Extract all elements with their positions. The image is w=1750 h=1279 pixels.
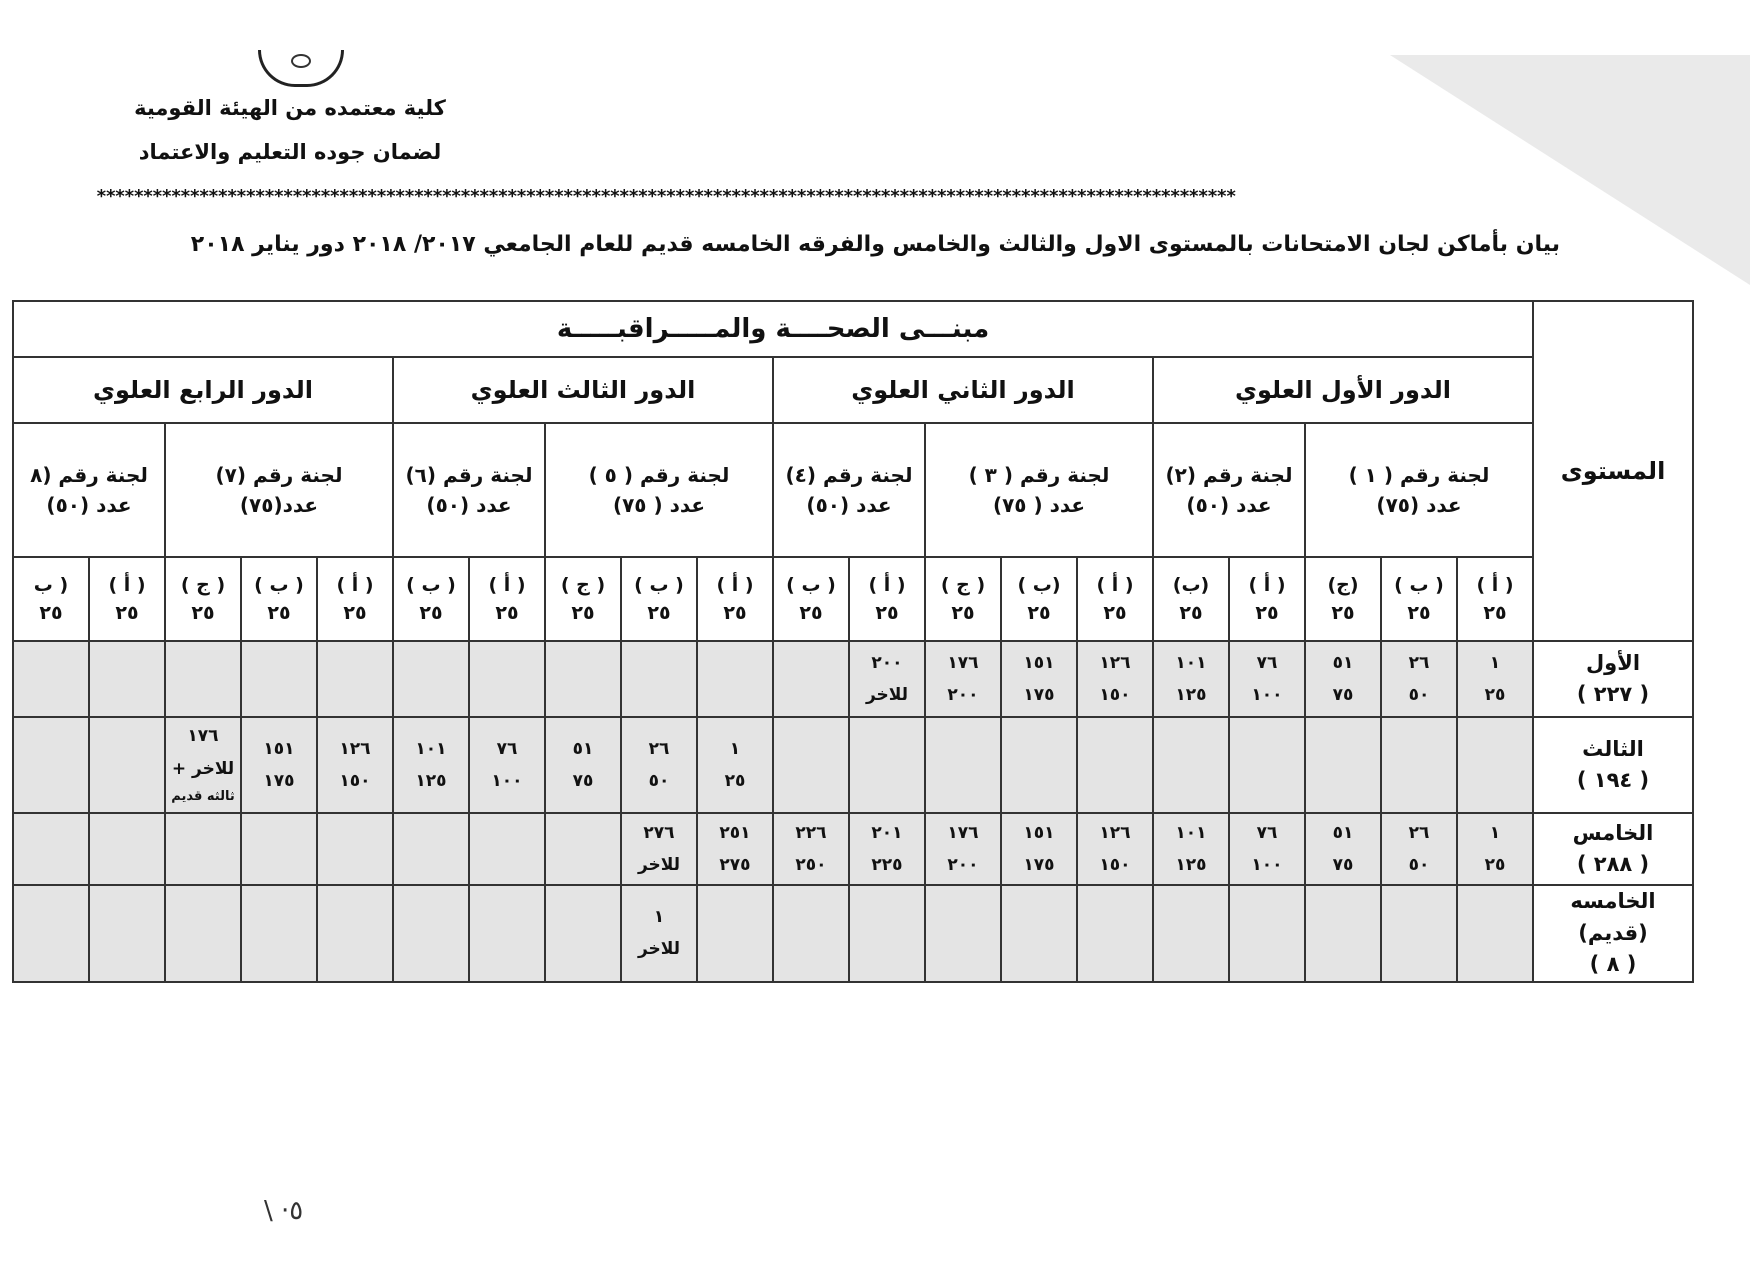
table-row: [13, 885, 1693, 982]
seat-range-cell: [13, 885, 89, 982]
range-to: ٥٠: [648, 771, 670, 791]
seat-range-cell: [621, 885, 697, 982]
seat-range-cell: [469, 717, 545, 813]
committee-name: لجنة رقم (٤): [785, 463, 913, 487]
section-header: [621, 557, 697, 641]
seat-range-cell: [1457, 641, 1533, 717]
range-from: ٧٦: [1256, 822, 1278, 843]
faculty-seal-logo: [258, 50, 344, 87]
committee-header: [1153, 423, 1305, 557]
seat-range-cell: [1381, 717, 1457, 813]
committee-header: [925, 423, 1153, 557]
seat-range-cell: [1001, 885, 1077, 982]
seat-range-cell: [545, 641, 621, 717]
seat-range-cell: [241, 813, 317, 885]
committee-name: لجنة رقم (٧): [215, 463, 343, 487]
floor-header: الدور الأول العلوي: [1153, 357, 1533, 423]
range-to: ١٥٠: [1099, 685, 1131, 705]
range-to: ١٥٠: [339, 771, 371, 791]
table-row: [13, 717, 1693, 813]
seat-range-cell: [1077, 641, 1153, 717]
section-label: ( ج ): [560, 573, 606, 596]
seat-range-cell: [317, 813, 393, 885]
seat-range-cell: [1001, 717, 1077, 813]
seat-range-cell: [925, 813, 1001, 885]
level-cell: [1533, 813, 1693, 885]
accreditation-line-2: لضمان جوده التعليم والاعتماد: [138, 140, 442, 164]
seat-range-cell: [165, 641, 241, 717]
range-to: ٢٥: [1484, 855, 1506, 875]
seat-range-cell: [1153, 641, 1229, 717]
level-name: الخامس: [1572, 820, 1654, 845]
range-from: ٥١: [572, 738, 594, 759]
committee-header: [545, 423, 773, 557]
section-label: ( ب ): [406, 573, 456, 596]
section-label: ( أ ): [1096, 573, 1134, 596]
seat-range-cell: [469, 885, 545, 982]
committee-count: عدد (٥٠): [806, 493, 892, 517]
seat-range-cell: [697, 885, 773, 982]
range-to: ١٥٠: [1099, 855, 1131, 875]
seat-range-cell: [165, 885, 241, 982]
section-label: ( ب ): [786, 573, 836, 596]
seat-range-cell: [849, 885, 925, 982]
seat-range-cell: [165, 717, 241, 813]
range-to: ٢٥٠: [795, 855, 827, 875]
section-label: ( أ ): [1248, 573, 1286, 596]
building-header: مبنـــى الصحــــة والمـــــراقبـــــة: [13, 301, 1533, 357]
section-header: [1229, 557, 1305, 641]
seat-range-cell: [1457, 717, 1533, 813]
seat-range-cell: [13, 813, 89, 885]
seat-range-cell: [773, 641, 849, 717]
committee-header: [393, 423, 545, 557]
range-from: ٢٥١: [719, 822, 751, 843]
section-label: (ب ): [1017, 573, 1061, 596]
range-to: للاخر: [637, 939, 681, 960]
range-from: ٧٦: [496, 738, 518, 759]
section-size: ٢٥: [1179, 602, 1203, 624]
floor-header: الدور الثاني العلوي: [773, 357, 1153, 423]
committee-header: [165, 423, 393, 557]
star-separator: **************************************************************************************************************************: [96, 186, 1236, 207]
section-label: ( ب ): [254, 573, 304, 596]
seat-range-cell: [1153, 885, 1229, 982]
range-from: ١٢٦: [339, 738, 371, 759]
seat-range-cell: [317, 641, 393, 717]
level-name: الثالث: [1582, 736, 1644, 761]
section-size: ٢٥: [191, 602, 215, 624]
section-label: ( أ ): [108, 573, 146, 596]
section-header: [165, 557, 241, 641]
section-header: [545, 557, 621, 641]
committee-header: [773, 423, 925, 557]
committee-name: لجنة رقم (٢): [1165, 463, 1293, 487]
range-to: ١٧٥: [1023, 855, 1055, 875]
committee-count: عدد ( ٧٥): [992, 493, 1086, 517]
committee-count: عدد (٥٠): [1186, 493, 1272, 517]
section-size: ٢٥: [1103, 602, 1127, 624]
committee-name: لجنة رقم (٦): [405, 463, 533, 487]
section-header: [773, 557, 849, 641]
seat-range-cell: [1457, 813, 1533, 885]
cell-note: ثالثه قديم: [171, 788, 235, 804]
section-header: [1153, 557, 1229, 641]
section-size: ٢٥: [951, 602, 975, 624]
seat-range-cell: [317, 717, 393, 813]
seat-range-cell: [545, 885, 621, 982]
seat-range-cell: [1077, 813, 1153, 885]
section-size: ٢٥: [799, 602, 823, 624]
range-to: للاخر: [637, 855, 681, 875]
committee-count: عدد(٧٥): [239, 493, 319, 517]
range-from: ٢٢٦: [795, 822, 827, 843]
committee-name: لجنة رقم ( ٥ ): [588, 463, 730, 487]
seat-range-cell: [317, 885, 393, 982]
section-header: [1077, 557, 1153, 641]
section-header: [1001, 557, 1077, 641]
seat-range-cell: [89, 717, 165, 813]
range-from: ٢٦: [1408, 652, 1430, 673]
level-cell: [1533, 717, 1693, 813]
seat-range-cell: [925, 641, 1001, 717]
section-size: ٢٥: [875, 602, 899, 624]
range-to: ١٢٥: [1175, 685, 1207, 705]
seat-range-cell: [545, 717, 621, 813]
section-size: ٢٥: [115, 602, 139, 624]
range-to: ١٠٠: [1251, 685, 1283, 705]
range-to: ٢٢٥: [871, 855, 903, 875]
section-size: ٢٥: [267, 602, 291, 624]
seat-range-cell: [1229, 641, 1305, 717]
table-row: [13, 813, 1693, 885]
seat-range-cell: [241, 641, 317, 717]
range-from: ١: [729, 738, 741, 759]
range-from: ١٢٦: [1099, 822, 1131, 843]
range-to: ٢٧٥: [719, 855, 751, 875]
range-from: ٢٠٠: [871, 652, 903, 673]
range-from: ١٢٦: [1099, 652, 1131, 673]
range-to: ٥٠: [1408, 685, 1430, 705]
range-to: ٧٥: [1332, 685, 1354, 705]
section-size: ٢٥: [571, 602, 595, 624]
seat-range-cell: [165, 813, 241, 885]
section-header: [317, 557, 393, 641]
seat-range-cell: [1229, 885, 1305, 982]
section-header: [13, 557, 89, 641]
seat-range-cell: [241, 717, 317, 813]
level-cell: [1533, 641, 1693, 717]
seat-range-cell: [1305, 813, 1381, 885]
document-title: بيان بأماكن لجان الامتحانات بالمستوى الاول والثالث والخامس والفرقه الخامسه قديم للعام الجامعي ٢٠١٧/ ٢٠١٨ دور يناير ٢٠١٨: [190, 232, 1560, 257]
range-from: ١٧٦: [947, 822, 979, 843]
seat-range-cell: [1001, 641, 1077, 717]
exam-committees-table: [12, 300, 1694, 983]
range-from: ٥١: [1332, 822, 1354, 843]
range-from: ٢٧٦: [643, 822, 675, 843]
section-size: ٢٥: [495, 602, 519, 624]
section-header: [697, 557, 773, 641]
section-header: [925, 557, 1001, 641]
range-from: ١٧٦: [187, 726, 219, 747]
range-from: ١٠١: [1175, 652, 1207, 673]
seat-range-cell: [469, 641, 545, 717]
section-size: ٢٥: [1027, 602, 1051, 624]
section-size: ٢٥: [723, 602, 747, 624]
range-to: ٢٥: [1484, 685, 1506, 705]
seat-range-cell: [621, 641, 697, 717]
level-total: ( ٢٨٨ ): [1576, 852, 1650, 876]
range-from: ١٥١: [1023, 822, 1055, 843]
seat-range-cell: [925, 717, 1001, 813]
seat-range-cell: [1229, 717, 1305, 813]
level-cell: [1533, 885, 1693, 982]
range-to: ٢٠٠: [947, 685, 979, 705]
section-label: ( أ ): [1476, 573, 1514, 596]
committee-name: لجنة رقم ( ٣ ): [968, 463, 1110, 487]
range-from: ٢٦: [1408, 822, 1430, 843]
section-size: ٢٥: [647, 602, 671, 624]
level-name: الخامسه (قديم): [1570, 889, 1656, 945]
seat-range-cell: [393, 641, 469, 717]
section-label: ( أ ): [716, 573, 754, 596]
range-to: ١٢٥: [1175, 855, 1207, 875]
range-to: ٧٥: [572, 771, 594, 791]
level-total: ( ٨ ): [1589, 952, 1637, 976]
range-from: ١٠١: [1175, 822, 1207, 843]
seat-range-cell: [1381, 885, 1457, 982]
section-label: ( ب ): [1394, 573, 1444, 596]
range-from: ١: [1489, 652, 1501, 673]
range-to: ١٠٠: [1251, 855, 1283, 875]
range-from: ١٥١: [263, 738, 295, 759]
committee-header: [13, 423, 165, 557]
floor-header: الدور الثالث العلوي: [393, 357, 773, 423]
seat-range-cell: [89, 641, 165, 717]
seat-range-cell: [1305, 641, 1381, 717]
seat-range-cell: [1305, 885, 1381, 982]
range-to: ١٢٥: [415, 771, 447, 791]
section-label: ( ب ): [634, 573, 684, 596]
seat-range-cell: [393, 813, 469, 885]
seat-range-cell: [393, 717, 469, 813]
range-from: ١٠١: [415, 738, 447, 759]
level-name: الأول: [1585, 650, 1641, 675]
seat-range-cell: [1077, 885, 1153, 982]
seat-range-cell: [1229, 813, 1305, 885]
range-from: ٢٦: [648, 738, 670, 759]
seat-range-cell: [849, 641, 925, 717]
range-from: ١٥١: [1023, 652, 1055, 673]
section-label: (ج): [1327, 573, 1359, 596]
seat-range-cell: [697, 641, 773, 717]
level-total: ( ٢٢٧ ): [1576, 682, 1650, 706]
floor-header: الدور الرابع العلوي: [13, 357, 393, 423]
section-size: ٢٥: [343, 602, 367, 624]
seat-range-cell: [469, 813, 545, 885]
seat-range-cell: [925, 885, 1001, 982]
range-from: ١: [653, 906, 665, 927]
table-row: [13, 641, 1693, 717]
handwritten-marks: \ ·٥: [264, 1196, 304, 1226]
seat-range-cell: [89, 885, 165, 982]
range-from: ٢٠١: [871, 822, 903, 843]
seat-range-cell: [697, 717, 773, 813]
range-from: ١٧٦: [947, 652, 979, 673]
range-to: ١٧٥: [263, 771, 295, 791]
seat-range-cell: [13, 717, 89, 813]
seat-range-cell: [393, 885, 469, 982]
range-to: ١٧٥: [1023, 685, 1055, 705]
section-label: ( أ ): [336, 573, 374, 596]
section-label: ( ب: [33, 573, 69, 596]
section-label: ( أ ): [488, 573, 526, 596]
section-header: [1305, 557, 1381, 641]
committee-count: عدد (٥٠): [46, 493, 132, 517]
section-size: ٢٥: [1255, 602, 1279, 624]
section-size: ٢٥: [1407, 602, 1431, 624]
accreditation-line-1: كلية معتمده من الهيئة القومية: [134, 96, 446, 120]
section-size: ٢٥: [39, 602, 63, 624]
level-total: ( ١٩٤ ): [1576, 768, 1650, 792]
committee-name: لجنة رقم (٨: [30, 463, 148, 487]
seat-range-cell: [1305, 717, 1381, 813]
seat-range-cell: [1153, 717, 1229, 813]
seat-range-cell: [13, 641, 89, 717]
section-label: ( ج ): [940, 573, 986, 596]
range-to: ٧٥: [1332, 855, 1354, 875]
seat-range-cell: [849, 813, 925, 885]
range-to: ٢٠٠: [947, 855, 979, 875]
seat-range-cell: [1381, 641, 1457, 717]
section-header: [241, 557, 317, 641]
range-to: ٢٥: [724, 771, 746, 791]
range-from: ٥١: [1332, 652, 1354, 673]
seat-range-cell: [621, 813, 697, 885]
section-header: [469, 557, 545, 641]
committee-count: عدد (٧٥): [1376, 493, 1462, 517]
seat-range-cell: [773, 717, 849, 813]
seat-range-cell: [89, 813, 165, 885]
seat-range-cell: [241, 885, 317, 982]
seat-range-cell: [773, 813, 849, 885]
level-column-header: المستوى: [1533, 301, 1693, 641]
section-label: (ب): [1172, 573, 1210, 596]
range-from: ٧٦: [1256, 652, 1278, 673]
seat-range-cell: [1001, 813, 1077, 885]
section-header: [849, 557, 925, 641]
range-to: ١٠٠: [491, 771, 523, 791]
section-label: ( أ ): [868, 573, 906, 596]
seat-range-cell: [697, 813, 773, 885]
committee-count: عدد ( ٧٥): [612, 493, 706, 517]
section-size: ٢٥: [419, 602, 443, 624]
seat-range-cell: [1153, 813, 1229, 885]
section-header: [1457, 557, 1533, 641]
seat-range-cell: [545, 813, 621, 885]
section-size: ٢٥: [1331, 602, 1355, 624]
range-to: للاخر +: [171, 758, 235, 779]
seat-range-cell: [1457, 885, 1533, 982]
seat-range-cell: [1381, 813, 1457, 885]
seat-range-cell: [773, 885, 849, 982]
seat-range-cell: [621, 717, 697, 813]
section-header: [89, 557, 165, 641]
section-size: ٢٥: [1483, 602, 1507, 624]
committee-name: لجنة رقم ( ١ ): [1348, 463, 1490, 487]
seat-range-cell: [849, 717, 925, 813]
seat-range-cell: [1077, 717, 1153, 813]
section-header: [1381, 557, 1457, 641]
range-to: ٥٠: [1408, 855, 1430, 875]
range-to: للاخر: [865, 685, 909, 705]
section-label: ( ج ): [180, 573, 226, 596]
range-from: ١: [1489, 822, 1501, 843]
committee-count: عدد (٥٠): [426, 493, 512, 517]
section-header: [393, 557, 469, 641]
committee-header: [1305, 423, 1533, 557]
